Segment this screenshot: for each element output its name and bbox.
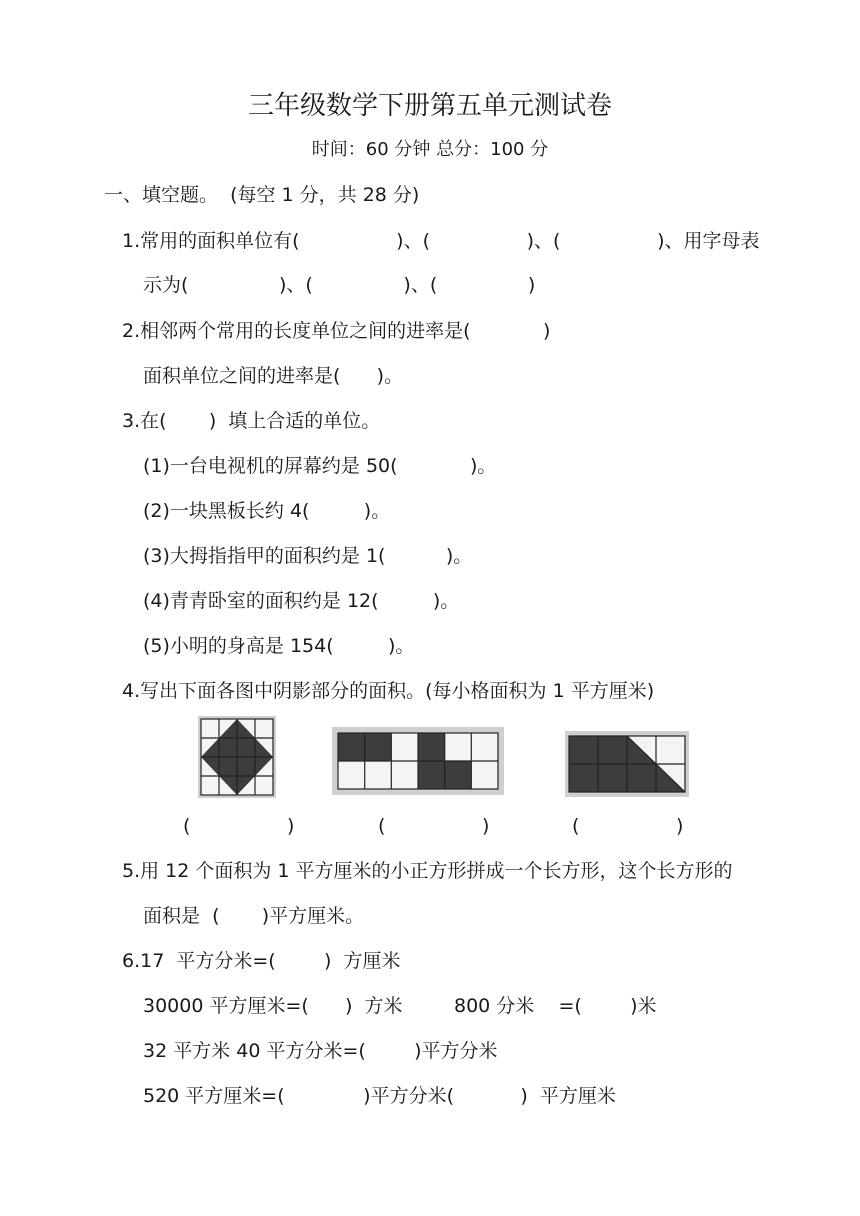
q3-item: (1)一台电视机的屏幕约是 50( )。	[143, 455, 497, 477]
page-title: 三年级数学下册第五单元测试卷	[247, 91, 612, 121]
q3-item: (4)青青卧室的面积约是 12( )。	[143, 590, 460, 612]
q4-answer-1[interactable]: ( )	[183, 815, 295, 837]
q4-answer-2[interactable]: ( )	[378, 815, 490, 837]
grid-figure-2	[332, 727, 504, 795]
section-heading: 一、填空题。 (每空 1 分，共 28 分)	[104, 184, 420, 206]
q6-line2a: 30000 平方厘米=( ) 方米	[143, 995, 403, 1017]
q4-text: 4.写出下面各图中阴影部分的面积。(每小格面积为 1 平方厘米)	[122, 680, 655, 702]
q4-answer-3[interactable]: ( )	[572, 815, 684, 837]
grid-figure-3	[565, 731, 689, 797]
q6-line3: 32 平方米 40 平方分米=( )平方分米	[143, 1040, 498, 1062]
q5-line2: 面积是 ( )平方厘米。	[143, 905, 365, 927]
q3-item: (3)大拇指指甲的面积约是 1( )。	[143, 545, 473, 567]
q5-line1: 5.用 12 个面积为 1 平方厘米的小正方形拼成一个长方形，这个长方形的	[122, 860, 733, 882]
exam-info: 时间：60 分钟 总分：100 分	[311, 139, 549, 160]
q2-line2: 面积单位之间的进率是( )。	[143, 365, 404, 387]
grid-figure-1	[198, 716, 276, 798]
q6-line2b: 800 分米 =( )米	[454, 995, 657, 1017]
q3-item: (2)一块黑板长约 4( )。	[143, 500, 391, 522]
q1-line2: 示为( )、( )、( )	[143, 274, 536, 296]
q3-item: (5)小明的身高是 154( )。	[143, 635, 415, 657]
q1-line1: 1.常用的面积单位有( )、( )、( )、用字母表	[122, 230, 760, 252]
q3-intro: 3.在( ) 填上合适的单位。	[122, 410, 381, 432]
q6-line1: 6.17 平方分米=( ) 方厘米	[122, 950, 401, 972]
q2-line1: 2.相邻两个常用的长度单位之间的进率是( )	[122, 320, 551, 342]
q6-line4: 520 平方厘米=( )平方分米( ) 平方厘米	[143, 1085, 616, 1107]
